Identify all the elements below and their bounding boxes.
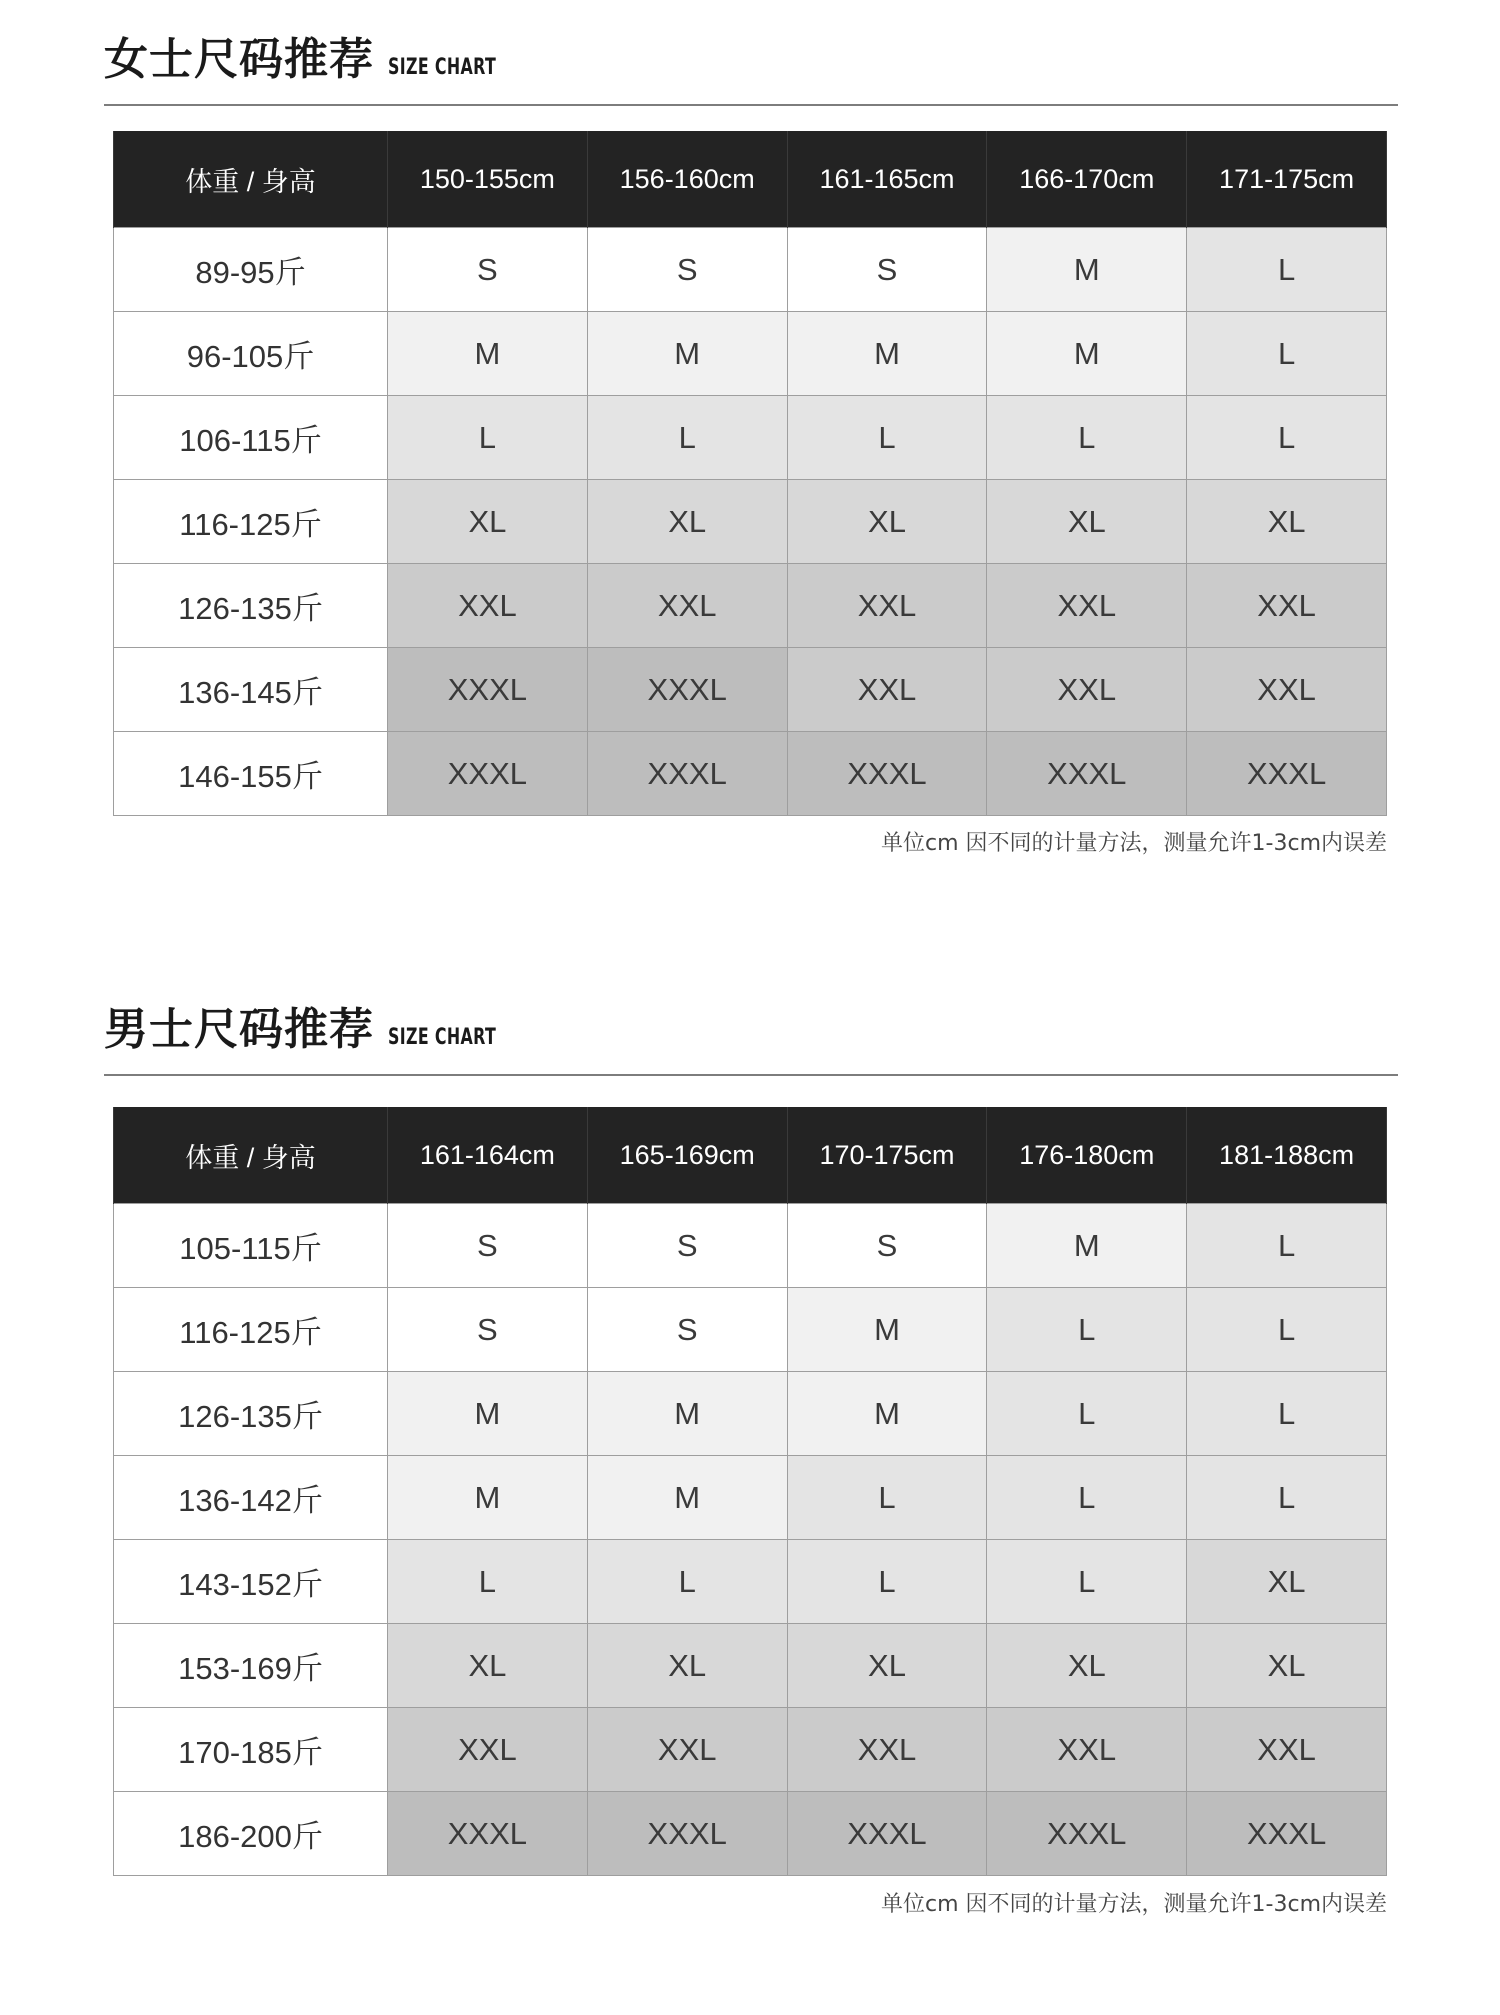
size-cell: L [987,1372,1187,1456]
weight-row-label: 136-142斤 [114,1456,388,1540]
size-cell: M [787,1372,987,1456]
size-cell: S [388,228,588,312]
weight-row-label: 89-95斤 [114,228,388,312]
size-cell: M [787,312,987,396]
size-cell: XXL [1187,564,1387,648]
table-row [114,1708,1387,1792]
table-row [114,480,1387,564]
size-cell: XXXL [388,648,588,732]
men-title-row [104,1004,538,1055]
size-cell: S [587,228,787,312]
size-cell: XXL [1187,1708,1387,1792]
weight-row-label: 126-135斤 [114,1372,388,1456]
women-title-en: SIZE CHART [388,55,497,80]
size-cell: XXL [587,564,787,648]
size-cell: M [587,312,787,396]
table-row [114,396,1387,480]
height-column-header: 165-169cm [587,1107,787,1204]
men-title: 男士尺码推荐 [104,1004,374,1055]
table-row [114,1540,1387,1624]
size-cell: XXXL [787,732,987,816]
size-cell: S [587,1204,787,1288]
size-cell: XL [1187,1540,1387,1624]
size-cell: L [587,1540,787,1624]
size-cell: L [1187,1204,1387,1288]
height-column-header: 161-164cm [388,1107,588,1204]
size-cell: XL [1187,1624,1387,1708]
size-cell: XXL [987,564,1187,648]
size-cell: XXXL [388,732,588,816]
weight-row-label: 170-185斤 [114,1708,388,1792]
weight-row-label: 96-105斤 [114,312,388,396]
size-cell: XXL [1187,648,1387,732]
table-row [114,564,1387,648]
weight-row-label: 126-135斤 [114,564,388,648]
size-cell: XXL [787,1708,987,1792]
size-cell: S [787,228,987,312]
size-cell: XL [388,480,588,564]
corner-header-weight-height: 体重 / 身高 [114,1107,388,1204]
size-cell: L [1187,228,1387,312]
size-cell: XXL [987,1708,1187,1792]
weight-row-label: 146-155斤 [114,732,388,816]
men-measurement-note: 单位cm 因不同的计量方法，测量允许1-3cm内误差 [881,1892,1387,1917]
table-row [114,648,1387,732]
size-cell: M [587,1372,787,1456]
size-cell: XXXL [587,732,787,816]
size-cell: S [388,1204,588,1288]
size-cell: XXL [587,1708,787,1792]
size-cell: M [388,1372,588,1456]
size-cell: XL [587,480,787,564]
size-cell: M [987,228,1187,312]
table-row [114,1288,1387,1372]
size-cell: XXXL [587,1792,787,1876]
height-column-header: 176-180cm [987,1107,1187,1204]
table-row [114,312,1387,396]
size-cell: L [1187,396,1387,480]
height-column-header: 150-155cm [388,131,588,228]
size-cell: S [787,1204,987,1288]
size-cell: XXXL [1187,732,1387,816]
size-cell: L [987,1288,1187,1372]
size-cell: XL [987,1624,1187,1708]
size-cell: L [987,1456,1187,1540]
height-column-header: 166-170cm [987,131,1187,228]
size-cell: XXXL [587,648,787,732]
weight-row-label: 105-115斤 [114,1204,388,1288]
size-cell: L [388,396,588,480]
weight-row-label: 153-169斤 [114,1624,388,1708]
women-header-row [114,131,1387,228]
table-row [114,1456,1387,1540]
size-cell: XXXL [1187,1792,1387,1876]
men-size-table [113,1107,1387,1876]
height-column-header: 170-175cm [787,1107,987,1204]
table-row [114,228,1387,312]
size-cell: M [987,1204,1187,1288]
table-row [114,1792,1387,1876]
weight-row-label: 136-145斤 [114,648,388,732]
women-title: 女士尺码推荐 [104,34,374,85]
size-cell: XXL [388,564,588,648]
size-cell: S [587,1288,787,1372]
weight-row-label: 116-125斤 [114,1288,388,1372]
size-cell: XL [587,1624,787,1708]
weight-row-label: 143-152斤 [114,1540,388,1624]
size-cell: XXL [787,648,987,732]
weight-row-label: 186-200斤 [114,1792,388,1876]
size-cell: L [1187,312,1387,396]
corner-header-weight-height: 体重 / 身高 [114,131,388,228]
size-cell: M [388,1456,588,1540]
size-cell: XXL [787,564,987,648]
size-cell: L [787,1456,987,1540]
size-cell: L [1187,1456,1387,1540]
height-column-header: 156-160cm [587,131,787,228]
table-row [114,1624,1387,1708]
size-cell: XL [787,480,987,564]
size-cell: XL [987,480,1187,564]
size-cell: L [987,396,1187,480]
size-cell: L [787,1540,987,1624]
size-cell: L [587,396,787,480]
weight-row-label: 106-115斤 [114,396,388,480]
size-cell: XXL [388,1708,588,1792]
size-cell: XXXL [987,732,1187,816]
men-header-row [114,1107,1387,1204]
height-column-header: 171-175cm [1187,131,1387,228]
size-cell: L [787,396,987,480]
men-title-divider [104,1074,1398,1076]
height-column-header: 161-165cm [787,131,987,228]
women-title-divider [104,104,1398,106]
women-measurement-note: 单位cm 因不同的计量方法，测量允许1-3cm内误差 [881,831,1387,856]
men-title-en: SIZE CHART [388,1025,497,1050]
size-cell: XXXL [388,1792,588,1876]
size-cell: XXXL [787,1792,987,1876]
size-cell: L [1187,1288,1387,1372]
size-cell: M [388,312,588,396]
size-cell: XL [787,1624,987,1708]
height-column-header: 181-188cm [1187,1107,1387,1204]
size-cell: S [388,1288,588,1372]
table-row [114,732,1387,816]
size-cell: M [787,1288,987,1372]
table-row [114,1372,1387,1456]
size-cell: M [587,1456,787,1540]
size-cell: XXXL [987,1792,1187,1876]
size-cell: XL [388,1624,588,1708]
size-cell: L [388,1540,588,1624]
size-cell: L [987,1540,1187,1624]
women-size-table [113,131,1387,816]
women-title-row [104,34,538,85]
table-row [114,1204,1387,1288]
size-cell: XXL [987,648,1187,732]
weight-row-label: 116-125斤 [114,480,388,564]
size-cell: XL [1187,480,1387,564]
size-cell: M [987,312,1187,396]
size-cell: L [1187,1372,1387,1456]
